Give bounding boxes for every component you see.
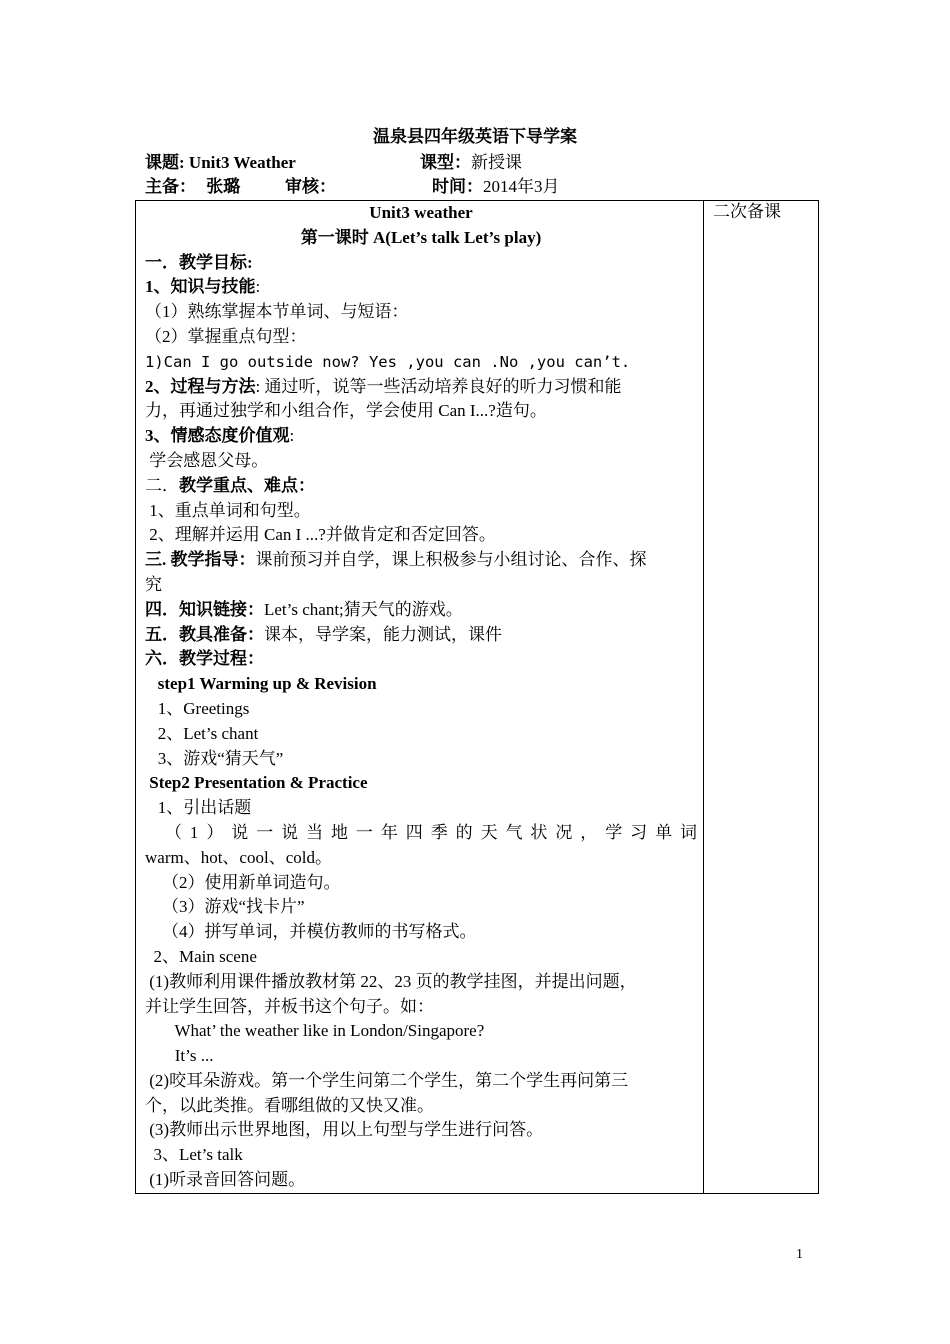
guide-line <box>145 548 697 573</box>
scene-item-2-line-2: 个，以此类推。看哪组做的又快又准。 <box>145 1095 434 1115</box>
unit-title: Unit3 weather <box>369 203 473 222</box>
lesson-content <box>145 201 697 1193</box>
tools-text: 课本，导学案，能力测试，课件 <box>264 624 502 644</box>
tools-line <box>145 623 697 648</box>
document-title: 温泉县四年级英语下导学案 <box>373 127 577 146</box>
secondary-prep-label: 二次备课 <box>713 202 781 221</box>
step2-heading: Step2 Presentation & Practice <box>145 773 368 793</box>
emotion-text: 学会感恩父母。 <box>145 450 269 470</box>
review-label: 审核： <box>285 177 336 196</box>
author-label: 主备： <box>145 177 196 196</box>
link-heading: 四．知识链接： <box>145 599 264 619</box>
scene-item-3: (3)教师出示世界地图，用以上句型与学生进行问答。 <box>145 1120 544 1140</box>
step1-item-2: 2、Let’s chant <box>145 723 259 743</box>
key-points-line <box>145 474 697 499</box>
time-info <box>432 176 560 198</box>
process-line <box>145 375 697 400</box>
guide-text-1: 课前预习并自学，课上积极参与小组讨论、合作、探 <box>255 550 647 570</box>
step1-heading: step1 Warming up & Revision <box>145 674 377 694</box>
scene-question: What’ the weather like in London/Singapore? <box>145 1021 485 1041</box>
emotion-colon: : <box>289 426 295 446</box>
author-info <box>145 176 240 198</box>
lesson-type-label: 课型： <box>420 153 471 172</box>
process-text-1: : 通过听，说等一些活动培养良好的听力习惯和能 <box>255 376 622 396</box>
key-sentence: 1)Can I go outside now? Yes ,you can .No ,you can’t. <box>145 352 631 371</box>
scene-item-1-line-2: 并让学生回答，并板书这个句子。如： <box>145 996 434 1016</box>
time-label: 时间： <box>432 177 483 196</box>
step1-item-1: 1、Greetings <box>145 698 250 718</box>
step1-item-3: 3、游戏“猜天气” <box>145 748 284 768</box>
step2-item-3: 3、Let’s talk <box>145 1145 243 1165</box>
steps-heading: 六．教学过程： <box>145 649 264 669</box>
emotion-line <box>145 424 697 449</box>
scene-item-1-line-1: (1)教师利用课件播放教材第 22、23 页的教学挂图，并提出问题， <box>145 971 637 991</box>
step2-item-2: 2、Main scene <box>145 946 257 966</box>
link-line <box>145 598 697 623</box>
guide-text-2: 究 <box>145 574 162 594</box>
key-point-2: 2、理解并运用 Can I ...?并做肯定和否定回答。 <box>145 525 496 545</box>
topic-label: 课题: Unit3 Weather <box>145 153 296 172</box>
skills-item-2: （2）掌握重点句型： <box>145 326 307 346</box>
key-prefix: 二． <box>145 475 179 495</box>
lesson-type <box>420 152 522 174</box>
guide-heading: 三. 教学指导： <box>145 550 256 570</box>
step2-item-1: 1、引出话题 <box>145 798 252 818</box>
key-point-1: 1、重点单词和句型。 <box>145 500 311 520</box>
scene-item-2-line-1: (2)咬耳朵游戏。第一个学生问第二个学生，第二个学生再问第三 <box>145 1070 629 1090</box>
process-heading: 2、过程与方法 <box>145 376 256 396</box>
step2-item-1d: （4）拼写单词，并模仿教师的书写格式。 <box>145 922 477 942</box>
lesson-type-value: 新授课 <box>471 153 522 172</box>
scene-answer: It’s ... <box>145 1046 214 1066</box>
skills-heading: 1、知识与技能 <box>145 277 256 297</box>
step2-item-1a-line-1: （1）说一说当地一年四季的天气状况，学习单词 <box>165 822 697 842</box>
tools-heading: 五．教具准备： <box>145 624 264 644</box>
lesson-title: 第一课时 A(Let’s talk Let’s play) <box>300 227 542 247</box>
page-number: 1 <box>796 1247 803 1262</box>
table-column-divider <box>703 200 704 1194</box>
process-text-2: 力，再通过独学和小组合作，学会使用 Can I...?造句。 <box>145 401 547 421</box>
talk-item-1: (1)听录音回答问题。 <box>145 1170 306 1190</box>
skills-line <box>145 275 697 300</box>
emotion-heading: 3、情感态度价值观 <box>145 426 290 446</box>
goals-heading: 一．教学目标: <box>145 252 253 272</box>
key-heading: 教学重点、难点： <box>179 475 315 495</box>
author-value: 张璐 <box>206 177 241 196</box>
step2-item-1b: （2）使用新单词造句。 <box>145 872 341 892</box>
time-value: 2014年3月 <box>483 177 560 196</box>
skills-item-1: （1）熟练掌握本节单词、与短语： <box>145 302 409 322</box>
step2-item-1c: （3）游戏“找卡片” <box>145 897 305 917</box>
step2-item-1a-line-2: warm、hot、cool、cold。 <box>145 847 332 867</box>
skills-colon: : <box>255 277 261 297</box>
link-text: Let’s chant;猜天气的游戏。 <box>264 599 463 619</box>
